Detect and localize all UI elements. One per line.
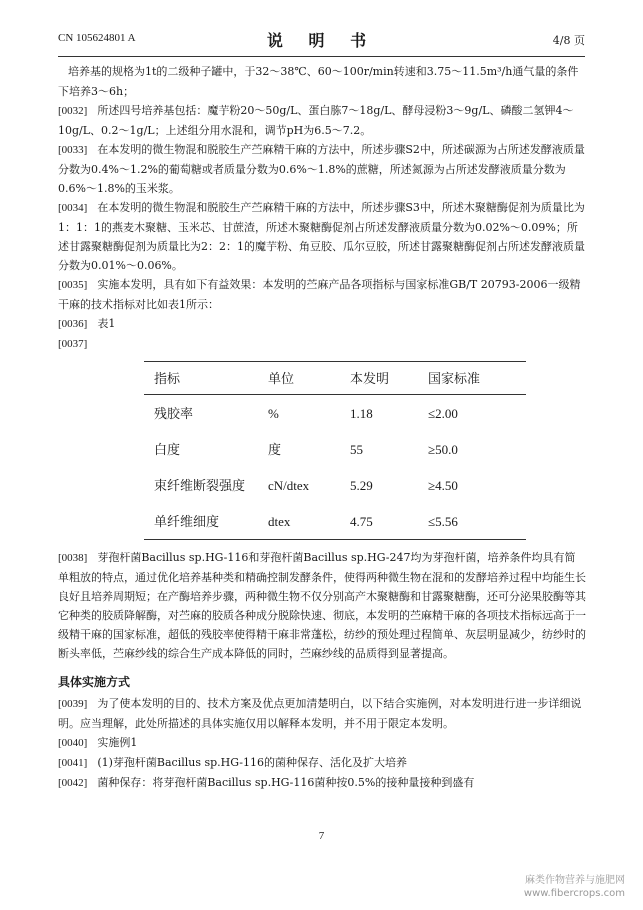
paragraph-number: [0041] [58, 757, 88, 769]
table-cell: 白度 [154, 441, 181, 457]
paragraph-number: [0035] [58, 279, 88, 291]
comparison-table [144, 361, 526, 540]
paragraph-number: [0037] [58, 338, 88, 350]
paragraph-text: 在本发明的微生物混和脱胶生产苎麻精干麻的方法中，所述步骤S3中，所述木聚糖酶促剂为质量比为1：1：1的燕麦木聚糖、玉米芯、甘蔗渣，所述木聚糖酶促剂占所述发酵液质量分数为0.02%～0.09%；所述甘露聚糖酶促剂为质量比为2：2：1的魔芋粉、角豆胶、瓜尔豆胶，所述甘露聚糖酶促剂占所述发酵液质量分数为0.01%～0.06%。 [58, 201, 585, 272]
table-cell: % [268, 405, 279, 421]
table-header-cell: 国家标准 [428, 362, 526, 395]
table-cell: 残胶率 [154, 405, 194, 421]
paragraph-number: [0038] [58, 552, 88, 564]
table-cell: ≤2.00 [428, 405, 458, 421]
paragraph-number: [0032] [58, 105, 88, 117]
paragraph-number: [0033] [58, 144, 88, 156]
publication-number: CN 105624801 A [58, 32, 136, 44]
paragraph [58, 198, 586, 275]
table-cell: ≥4.50 [428, 477, 458, 493]
paragraph [58, 334, 586, 354]
table-cell: 4.75 [350, 503, 428, 540]
paragraph-number: [0040] [58, 737, 88, 749]
table-header-row [144, 362, 526, 395]
watermark-title: 麻类作物营养与施肥网 [525, 875, 625, 886]
paragraph-number: [0042] [58, 777, 88, 789]
paragraph [58, 101, 586, 140]
paragraph-text: 在本发明的微生物混和脱胶生产苎麻精干麻的方法中，所述步骤S2中，所述碳源为占所述发酵液质量分数为0.4%～1.2%的葡萄糖或者质量分数为0.6%～1.8%的蔗糖，所述氮源为占所述发酵液质量分数为0.6%～1.8%的玉米浆。 [58, 143, 585, 195]
paragraph-text: 菌种保存：将芽孢杆菌Bacillus sp.HG-116菌种按0.5%的接种量接种到盛有 [97, 776, 475, 789]
paragraph-text: 实施例1 [97, 736, 138, 749]
table-cell: 1.18 [350, 405, 373, 421]
table-cell: 度 [268, 441, 282, 457]
table-header-cell: 指标 [144, 362, 268, 395]
page-header [58, 28, 585, 52]
paragraph [58, 773, 586, 793]
table-cell: dtex [268, 503, 350, 540]
paragraph-text: 芽孢杆菌Bacillus sp.HG-116和芽孢杆菌Bacillus sp.HG-247均为芽孢杆菌，培养条件均具有简单粗放的特点，通过优化培养基种类和精确控制发酵条件，使得两种微生物在混和的发酵培养过程中均能生长良好且培养周期短；在产酶培养步骤，两种微生物不仅分别高产木聚糖酶和甘露聚糖酶，还可分泌果胶酶等其它种类的胶质降解酶，对苎麻的胶质各种成分脱除快速、彻底，本发明的苎麻精干麻的各项技术指标远高于一级精干麻的国家标准，超低的残胶率使得精干麻非常蓬松，纺纱的预处理过程简单、灰层明显减少，纺纱时的断头率低，苎麻纱线的综合生产成本降低的同时，苎麻纱线的品质得到显著提高。 [58, 551, 586, 660]
table-row [144, 431, 526, 467]
paragraph-number: [0039] [58, 698, 88, 710]
paragraph [58, 548, 586, 663]
site-watermark [524, 874, 625, 900]
paragraph [58, 694, 586, 733]
paragraph [58, 733, 586, 753]
table-row [144, 467, 526, 503]
paragraph-number: [0036] [58, 318, 88, 330]
page-indicator: 4/8 页 [552, 34, 585, 47]
table-header-cell: 单位 [268, 362, 350, 395]
table-cell: 单纤维细度 [144, 503, 268, 540]
header-rule [58, 56, 585, 57]
table-row [144, 503, 526, 540]
paragraph [58, 140, 586, 198]
paragraph-text: 培养基的规格为1t的二级种子罐中，于32～38℃、60～100r/min转速和3.75～11.5m³/h通气量的条件下培养3～6h； [58, 65, 579, 98]
table-row [144, 395, 526, 432]
table-cell: ≥50.0 [428, 441, 458, 457]
table-cell: 5.29 [350, 477, 373, 493]
table-cell: 55 [350, 441, 363, 457]
table-cell: 束纤维断裂强度 [154, 477, 246, 493]
paragraph-text: 为了使本发明的目的、技术方案及优点更加清楚明白，以下结合实施例，对本发明进行进一步详细说明。应当理解，此处所描述的具体实施仅用以解释本发明，并不用于限定本发明。 [58, 697, 582, 730]
table-header-cell: 本发明 [350, 362, 428, 395]
paragraph [58, 62, 586, 101]
table-caption: 表1 [97, 317, 116, 330]
paragraph-text: 实施本发明，具有如下有益效果：本发明的苎麻产品各项指标与国家标准GB/T 20793-2006一级精干麻的技术指标对比如表1所示： [58, 278, 581, 311]
document-body [58, 62, 586, 793]
table-cell: ≤5.56 [428, 503, 526, 540]
paragraph [58, 753, 586, 773]
paragraph-text: (1)芽孢杆菌Bacillus sp.HG-116的菌种保存、活化及扩大培养 [97, 756, 407, 769]
page-number: 7 [318, 830, 325, 842]
paragraph-text: 所述四号培养基包括：魔芋粉20～50g/L、蛋白胨7～18g/L、酵母浸粉3～9g/L、磷酸二氢钾4～10g/L、0.2～1g/L；上述组分用水混和，调节pH为6.5～7.2。 [58, 104, 574, 137]
table-cell: cN/dtex [268, 477, 310, 493]
paragraph [58, 275, 586, 314]
paragraph [58, 314, 586, 334]
watermark-url: www.fibercrops.com [523, 888, 625, 899]
paragraph-number: [0034] [58, 202, 88, 214]
section-heading: 具体实施方式 [58, 675, 131, 689]
document-title: 说 明 书 [266, 31, 377, 50]
